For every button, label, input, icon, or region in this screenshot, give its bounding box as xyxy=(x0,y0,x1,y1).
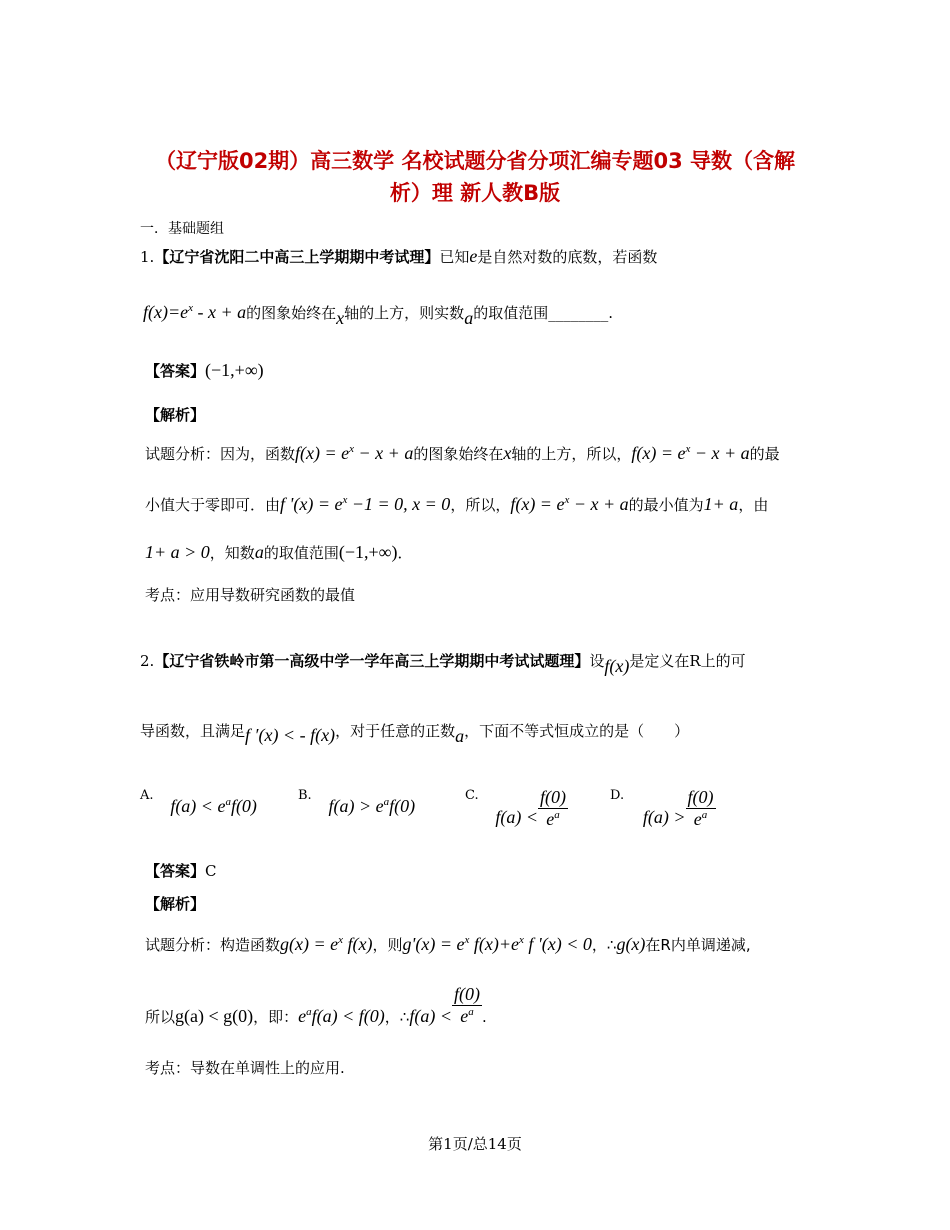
q2-text: ，下面不等式恒成立的是（ ） xyxy=(464,722,690,740)
q1-answer xyxy=(145,360,264,381)
q1-an-text: ，知数 xyxy=(209,544,255,562)
q1-text: 轴的上方，则实数 xyxy=(344,304,465,322)
q2-an-ineq: g(a) < g(0) xyxy=(175,1005,254,1026)
q1-an-text: ． xyxy=(397,544,413,562)
q2-text: 设 xyxy=(589,652,605,670)
q2-an-gx: g(x) xyxy=(616,934,646,954)
section-heading: 一．基础题组 xyxy=(140,221,224,237)
q1-analysis-line1 xyxy=(145,443,780,464)
q2-an-text: ，即： xyxy=(253,1007,299,1026)
q1-text: 的取值范围________. xyxy=(473,304,613,322)
q2-option-d: D. f(a) > $\frac{f(0)}{e^a}$ xyxy=(610,787,714,829)
q2-an-text: ，∴ xyxy=(591,936,617,954)
q2-an-text: 所以 xyxy=(145,1007,176,1026)
q1-an-a: a xyxy=(254,542,264,562)
q2-an-text: ，∴ xyxy=(384,1007,410,1026)
q2-an-text: 在R内单调递减, xyxy=(645,936,751,954)
q2-kaodian: 考点：导数在单调性上的应用. xyxy=(145,1059,345,1077)
q1-an-text: ，所以， xyxy=(450,496,511,514)
q1-a: a xyxy=(464,308,474,328)
q2-option-a: A. $f(a) < e^af(0)$ xyxy=(140,788,257,816)
q1-an-func: $f(x) = e^x - x + a$ xyxy=(510,494,629,514)
q2-fx: f(x) xyxy=(604,656,630,676)
q2-text: 是定义在R上的可 xyxy=(629,652,746,670)
q1-answer-value: (−1,+∞) xyxy=(205,360,264,380)
q1-an-text: 的取值范围 xyxy=(263,544,339,562)
q1-an-min: 1+ a xyxy=(703,494,739,514)
q1-an-text: 的最小值为 xyxy=(628,496,704,514)
q2-answer xyxy=(145,860,217,881)
q1-stem-line1 xyxy=(140,246,657,267)
q1-an-text: 轴的上方，所以， xyxy=(511,445,632,463)
q2-an-text: 试题分析：构造函数 xyxy=(145,936,281,954)
q1-analysis-line2 xyxy=(145,494,768,515)
q2-stem-line2 xyxy=(140,720,690,746)
q1-an-func: $f(x) = e^x - x + a$ xyxy=(295,443,414,463)
q1-text: 已知 xyxy=(439,248,470,266)
q1-e: e xyxy=(469,246,478,266)
q1-an-text: ，由 xyxy=(738,496,769,514)
q2-number: 2. xyxy=(140,652,155,670)
q2-option-c: C. f(a) < $\frac{f(0)}{e^a}$ xyxy=(465,787,567,829)
q2-an-gprime: $g'(x) = e^x$ $f(x)+e^x$ f '(x) < 0 xyxy=(402,934,592,954)
q1-number: 1. xyxy=(140,248,155,266)
q2-text: 导函数，且满足 xyxy=(140,722,246,740)
q1-function: $f(x)=e^x - x + a$ xyxy=(143,302,247,322)
q1-an-ineq: 1+ a > 0 xyxy=(145,542,210,562)
q1-an-range: (−1,+∞) xyxy=(338,542,398,562)
q1-an-x: x xyxy=(503,443,512,463)
q2-an-text: ，则 xyxy=(372,936,403,954)
answer-label: 【答案】 xyxy=(145,362,206,380)
q2-an-text: . xyxy=(481,1007,487,1026)
q2-text: ，对于任意的正数 xyxy=(335,722,456,740)
doc-title-line1: （辽宁版02期）高三数学 名校试题分省分项汇编专题03 导数（含解 xyxy=(154,149,796,173)
q2-stem-line1 xyxy=(140,650,746,676)
page-footer: 第1页/总14页 xyxy=(428,1135,522,1153)
q1-text: 的图象始终在 xyxy=(246,304,337,322)
q1-an-text: 的图象始终在 xyxy=(413,445,504,463)
q1-an-text: 试题分析：因为，函数 xyxy=(145,445,296,463)
q1-stem-line2 xyxy=(143,302,613,328)
answer-label: 【答案】 xyxy=(145,862,206,880)
q2-an-frac: f(a) < $\frac{f(0)}{e^a}$ xyxy=(409,984,480,1026)
q2-an-ea: $e^af(a) < f(0)$ xyxy=(298,1005,385,1026)
q1-text: 是自然对数的底数，若函数 xyxy=(477,248,658,266)
q2-answer-value: C xyxy=(205,862,217,880)
q1-an-text: 小值大于零即可．由 xyxy=(145,496,281,514)
q2-condition: f ′(x) < - f(x) xyxy=(245,725,336,745)
q2-an-g: $g(x) = e^x$ f(x) xyxy=(280,934,373,954)
q2-option-b: B. $f(a) > e^af(0)$ xyxy=(298,788,416,816)
q1-analysis-label: 【解析】 xyxy=(145,406,206,424)
q2-analysis-label: 【解析】 xyxy=(145,895,206,913)
doc-title-line2: 析）理 新人教B版 xyxy=(389,181,561,205)
q1-an-func: $f(x) = e^x - x + a$ xyxy=(631,443,750,463)
q1-an-derivative: f '$(x) = e^x -1 = 0$, x = 0 xyxy=(280,494,451,514)
q1-x: x xyxy=(336,308,345,328)
q1-source: 【辽宁省沈阳二中高三上学期期中考试理】 xyxy=(154,248,440,266)
q1-kaodian: 考点：应用导数研究函数的最值 xyxy=(145,586,356,604)
q1-analysis-line3 xyxy=(145,542,412,563)
q1-an-text: 的最 xyxy=(749,445,780,463)
q2-a: a xyxy=(455,726,465,746)
q2-analysis-line2 xyxy=(145,985,487,1027)
q2-analysis-line1 xyxy=(145,934,751,955)
q2-source: 【辽宁省铁岭市第一高级中学一学年高三上学期期中考试试题理】 xyxy=(154,652,590,670)
